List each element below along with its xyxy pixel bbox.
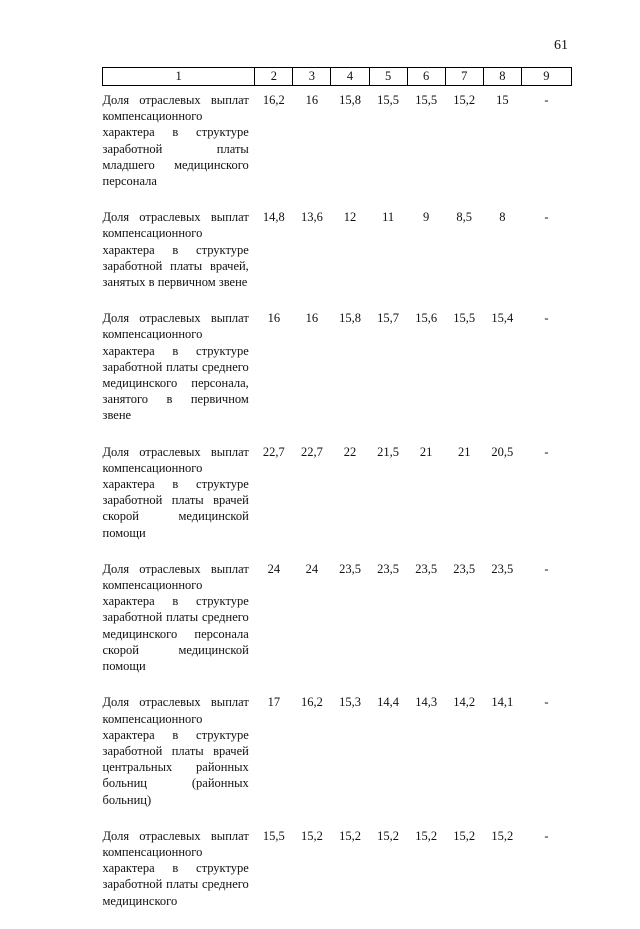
value-cell: 15,2 <box>453 93 476 107</box>
row-label: Доля отраслевых выплат компенсационного характера в структуре заработной платы врачей, занятых в первичном звене <box>102 210 249 290</box>
value-cell: 23,5 <box>453 561 476 576</box>
value-cell: 14,4 <box>377 695 400 710</box>
value-cell: 16 <box>305 93 319 107</box>
column-header: 3 <box>293 68 331 86</box>
value-cell: 15,2 <box>491 828 514 843</box>
column-header: 1 <box>103 68 255 86</box>
value-cell: 24 <box>305 561 319 576</box>
value-cell: 15 <box>496 93 509 107</box>
value-cell: - <box>544 210 549 225</box>
value-cell: 11 <box>382 210 395 225</box>
value-cell: 21,5 <box>377 444 400 459</box>
value-cell: 15,2 <box>300 828 323 843</box>
value-cell: 15,5 <box>453 311 476 326</box>
value-cell: - <box>544 93 549 107</box>
value-cell: 22 <box>343 444 357 459</box>
table-row <box>103 828 572 929</box>
table-body <box>103 86 572 929</box>
value-cell: 9 <box>423 210 430 225</box>
value-cell: 23,5 <box>491 561 514 576</box>
value-cell: 17 <box>267 695 281 710</box>
value-cell: - <box>544 444 549 459</box>
value-cell: 16 <box>267 311 281 326</box>
value-cell: - <box>544 311 549 326</box>
value-cell: 14,8 <box>262 210 285 225</box>
row-label: Доля отраслевых выплат компенсационного характера в структуре заработной платы среднего медицинского персонала скорой медицинской помощи <box>102 561 249 674</box>
value-cell: 14,1 <box>491 695 514 710</box>
row-label: Доля отраслевых выплат компенсационного характера в структуре заработной платы среднего медицинского персонала, занятого в первичном звене <box>102 311 249 423</box>
column-header: 8 <box>483 68 521 86</box>
table-row <box>103 561 572 694</box>
value-cell: 21 <box>457 444 471 459</box>
column-header: 9 <box>521 68 571 86</box>
value-cell: 15,8 <box>339 311 361 326</box>
value-cell: 23,5 <box>339 561 361 576</box>
value-cell: 15,2 <box>415 828 438 843</box>
value-cell: 23,5 <box>415 561 438 576</box>
page-number: 61 <box>554 38 568 53</box>
value-cell: 15,4 <box>491 311 514 326</box>
table-row <box>103 209 572 310</box>
value-cell: 16,2 <box>300 695 323 710</box>
value-cell: 15,7 <box>377 311 400 326</box>
table-row <box>103 92 572 209</box>
column-header: 2 <box>255 68 293 86</box>
column-header: 5 <box>369 68 407 86</box>
value-cell: 15,5 <box>415 93 438 107</box>
value-cell: 20,5 <box>491 444 514 459</box>
row-label: Доля отраслевых выплат компенсационного характера в структуре заработной платы среднего медицинского <box>102 828 249 908</box>
value-cell: 8 <box>499 210 506 225</box>
value-cell: 24 <box>267 561 281 576</box>
value-cell: 15,2 <box>377 828 400 843</box>
value-cell: 23,5 <box>377 561 400 576</box>
table-row <box>103 444 572 561</box>
column-header: 6 <box>407 68 445 86</box>
column-header: 4 <box>331 68 369 86</box>
table-row <box>103 694 572 827</box>
row-label: Доля отраслевых выплат компенсационного характера в структуре заработной платы врачей центральных районных больниц (районных больниц) <box>102 695 249 807</box>
value-cell: 13,6 <box>300 210 323 225</box>
value-cell: - <box>544 695 549 710</box>
column-number-header <box>103 68 572 86</box>
value-cell: 14,2 <box>453 695 476 710</box>
row-label: Доля отраслевых выплат компенсационного характера в структуре заработной платы врачей скорой медицинской помощи <box>102 444 249 540</box>
value-cell: 15,6 <box>415 311 438 326</box>
value-cell: 22,7 <box>262 444 285 459</box>
value-cell: 15,8 <box>339 93 361 107</box>
value-cell: 16 <box>305 311 319 326</box>
value-cell: 15,2 <box>453 828 476 843</box>
value-cell: 15,5 <box>262 828 285 843</box>
value-cell: 16,2 <box>262 93 285 107</box>
column-header: 7 <box>445 68 483 86</box>
row-label: Доля отраслевых выплат компенсационного характера в структуре заработной платы младшего медицинского персонала <box>102 93 249 189</box>
value-cell: 15,5 <box>377 93 400 107</box>
value-cell: 15,3 <box>339 695 361 710</box>
value-cell: 22,7 <box>300 444 323 459</box>
value-cell: 15,2 <box>339 828 361 843</box>
value-cell: - <box>544 828 549 843</box>
indicator-table <box>102 67 572 929</box>
value-cell: 21 <box>419 444 433 459</box>
value-cell: 8,5 <box>456 210 473 225</box>
table-row <box>103 310 572 443</box>
value-cell: 12 <box>343 210 357 225</box>
value-cell: - <box>544 561 549 576</box>
value-cell: 14,3 <box>415 695 438 710</box>
